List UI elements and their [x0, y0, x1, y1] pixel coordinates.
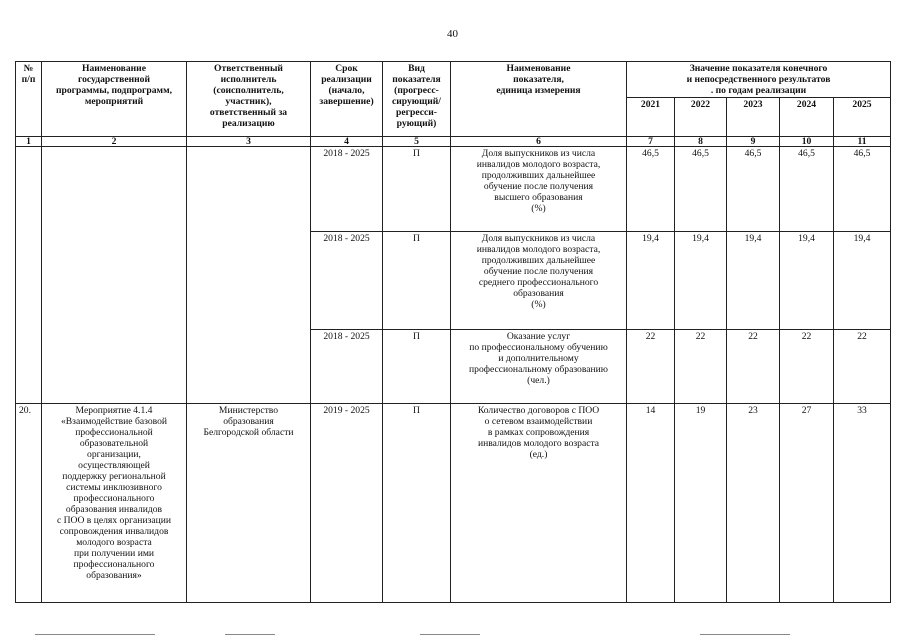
scan-edge-mark: [420, 634, 480, 635]
row-value-2025: 19,4: [834, 232, 891, 330]
row-value-2023: 22: [727, 330, 780, 404]
row-value-2024: 22: [780, 330, 834, 404]
row-value-2021: 14: [627, 404, 675, 603]
row-type: П: [383, 147, 451, 232]
row-period: 2018 - 2025: [311, 330, 383, 404]
column-number: 8: [675, 137, 727, 147]
row-value-2023: 19,4: [727, 232, 780, 330]
indicators-table: [15, 61, 891, 603]
row-num: 20.: [16, 404, 42, 603]
column-number: 2: [42, 137, 187, 147]
header-row-1: [16, 62, 891, 98]
column-number: 6: [451, 137, 627, 147]
row-responsible: Министерство образования Белгородской области: [187, 404, 311, 603]
page-number: 40: [447, 28, 458, 40]
row-indicator: Доля выпускников из числа инвалидов молодого возраста, продолживших дальнейшее обучение после получения среднего профессионального образования (%): [451, 232, 627, 330]
row-indicator: Оказание услуг по профессиональному обучению и дополнительному профессиональному образованию (чел.): [451, 330, 627, 404]
row-value-2022: 22: [675, 330, 727, 404]
column-number: 5: [383, 137, 451, 147]
row-period: 2018 - 2025: [311, 232, 383, 330]
row-value-2025: 46,5: [834, 147, 891, 232]
header-period: Срок реализации (начало, завершение): [311, 62, 383, 137]
row-value-2022: 19,4: [675, 232, 727, 330]
row-value-2025: 33: [834, 404, 891, 603]
column-number: 1: [16, 137, 42, 147]
scan-edge-mark: [35, 634, 155, 635]
header-program-name: Наименование государственной программы, подпрограмм, мероприятий: [42, 62, 187, 137]
row-value-2024: 27: [780, 404, 834, 603]
row-type: П: [383, 330, 451, 404]
row-value-2023: 23: [727, 404, 780, 603]
header-year-2022: 2022: [675, 98, 727, 137]
row-indicator: Доля выпускников из числа инвалидов молодого возраста, продолживших дальнейшее обучение после получения высшего образования (%): [451, 147, 627, 232]
column-numbers-row: [16, 137, 891, 147]
row-name: [42, 147, 187, 404]
row-period: 2018 - 2025: [311, 147, 383, 232]
header-year-2024: 2024: [780, 98, 834, 137]
header-year-2023: 2023: [727, 98, 780, 137]
row-type: П: [383, 404, 451, 603]
row-value-2024: 46,5: [780, 147, 834, 232]
header-indicator-type: Вид показателя (прогресс- сирующий/ регресси- рующий): [383, 62, 451, 137]
column-number: 11: [834, 137, 891, 147]
row-value-2023: 46,5: [727, 147, 780, 232]
row-type: П: [383, 232, 451, 330]
row-period: 2019 - 2025: [311, 404, 383, 603]
row-value-2022: 19: [675, 404, 727, 603]
column-number: 7: [627, 137, 675, 147]
row-value-2021: 19,4: [627, 232, 675, 330]
table-row: [16, 147, 891, 232]
row-value-2021: 46,5: [627, 147, 675, 232]
row-value-2021: 22: [627, 330, 675, 404]
scan-edge-mark: [700, 634, 790, 635]
column-number: 4: [311, 137, 383, 147]
column-number: 9: [727, 137, 780, 147]
header-indicator-name: Наименование показателя, единица измерения: [451, 62, 627, 137]
row-value-2022: 46,5: [675, 147, 727, 232]
table-row: [16, 404, 891, 603]
row-name: Мероприятие 4.1.4 «Взаимодействие базовой профессиональной образовательной организации, осуществляющей поддержку региональной системы инклюзивного профессионального образования инвалидов с ПОО в целях организации сопровождения инвалидов молодого возраста при получении ими профессионального образования»: [42, 404, 187, 603]
column-number: 3: [187, 137, 311, 147]
row-responsible: [187, 147, 311, 404]
row-indicator: Количество договоров с ПОО о сетевом взаимодействии в рамках сопровождения инвалидов молодого возраста (ед.): [451, 404, 627, 603]
row-value-2024: 19,4: [780, 232, 834, 330]
header-year-2021: 2021: [627, 98, 675, 137]
header-responsible: Ответственный исполнитель (соисполнитель, участник), ответственный за реализацию: [187, 62, 311, 137]
row-value-2025: 22: [834, 330, 891, 404]
scan-edge-mark: [225, 634, 275, 635]
header-values-group: Значение показателя конечного и непосредственного результатов . по годам реализации: [627, 62, 891, 98]
row-num: [16, 147, 42, 404]
column-number: 10: [780, 137, 834, 147]
header-year-2025: 2025: [834, 98, 891, 137]
header-num: № п/п: [16, 62, 42, 137]
